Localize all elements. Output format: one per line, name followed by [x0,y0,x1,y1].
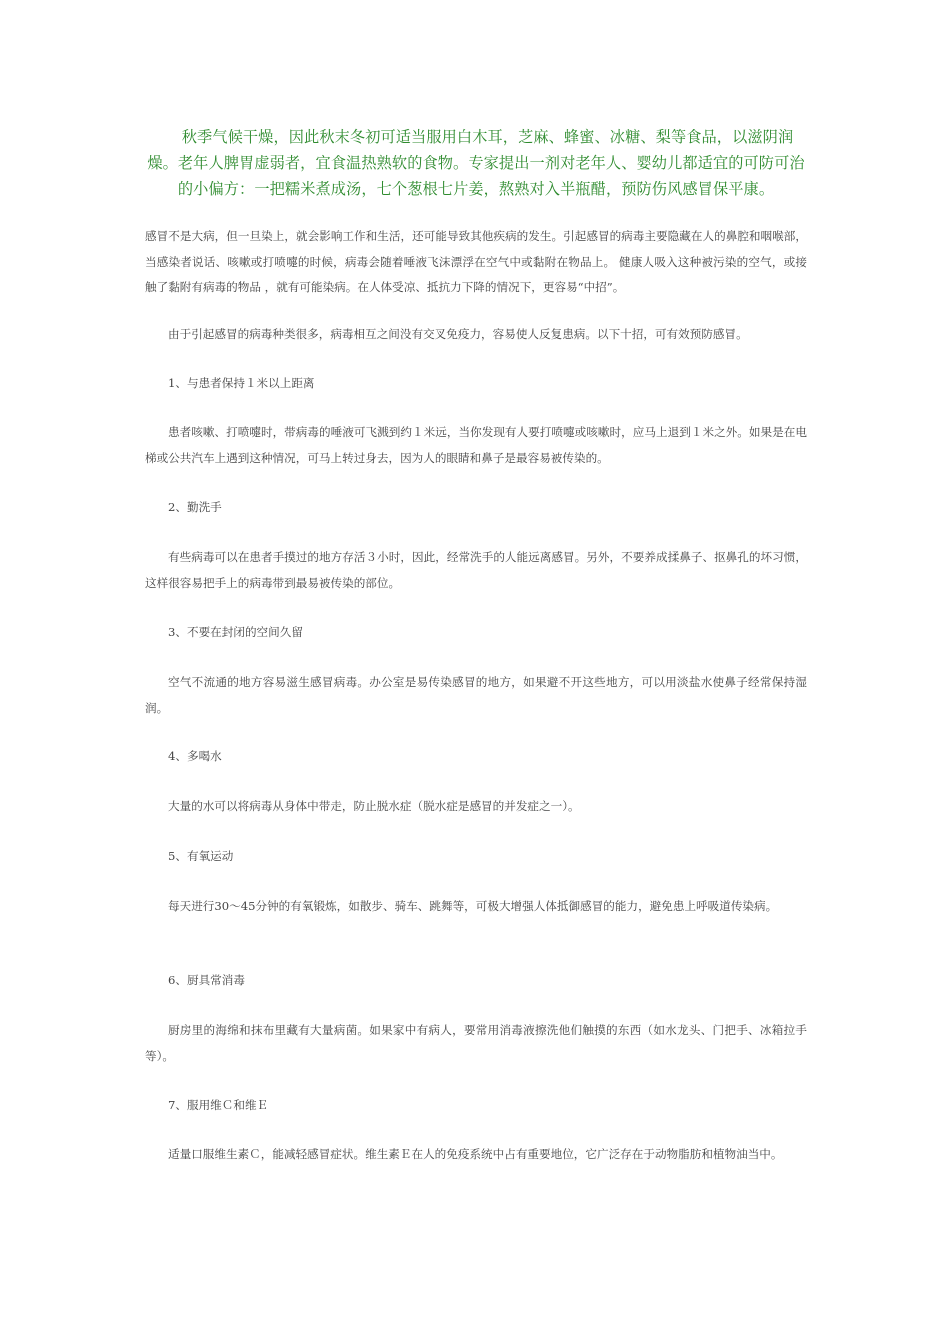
tip-heading-5: 5、有氧运动 [168,849,234,863]
tip-heading-4: 4、多喝水 [168,749,222,763]
tip-heading-7: 7、服用维Ｃ和维Ｅ [168,1098,269,1112]
tip-text-6: 厨房里的海绵和抹布里藏有大量病菌。如果家中有病人，要常用消毒液擦洗他们触摸的东西（如水龙头、门把手、冰箱拉手等）。 [145,1023,807,1063]
tip-heading-6: 6、厨具常消毒 [168,973,245,987]
paragraph-cold-overview: 感冒不是大病，但一旦染上，就会影响工作和生活，还可能导致其他疾病的发生。引起感冒的病毒主要隐藏在人的鼻腔和咽喉部，当感染者说话、咳嗽或打喷嚏的时候，病毒会随着唾液飞沫漂浮在空气中或黏附在物品上。 健康人吸入这种被污染的空气，或接触了黏附有病毒的物品 ，就有可能染病。在人体受凉、抵抗力下降的情况下，更容易“中招”。 [145,229,807,294]
tip-text-5: 每天进行30～45分钟的有氧锻炼，如散步、骑车、跳舞等，可极大增强人体抵御感冒的能力，避免患上呼吸道传染病。 [168,899,778,913]
intro-paragraph: 秋季气候干燥，因此秋末冬初可适当服用白木耳，芝麻、蜂蜜、冰糖、梨等食品，以滋阴润燥。老年人脾胃虚弱者，宜食温热熟软的食物。专家提出一剂对老年人、婴幼儿都适宜的可防可治的小偏方：一把糯米煮成汤，七个葱根七片姜，熬熟对入半瓶醋，预防伤风感冒保平康。 [147,128,805,198]
tip-text-7: 适量口服维生素Ｃ，能减轻感冒症状。维生素Ｅ在人的免疫系统中占有重要地位，它广泛存在于动物脂肪和植物油当中。 [168,1147,783,1161]
paragraph-ten-tips-intro: 由于引起感冒的病毒种类很多，病毒相互之间没有交叉免疫力，容易使人反复患病。以下十招，可有效预防感冒。 [168,327,748,341]
tip-text-2: 有些病毒可以在患者手摸过的地方存活３小时，因此，经常洗手的人能远离感冒。另外，不要养成揉鼻子、抠鼻孔的坏习惯，这样很容易把手上的病毒带到最易被传染的部位。 [145,550,807,590]
tip-text-1: 患者咳嗽、打喷嚏时，带病毒的唾液可飞溅到约１米远，当你发现有人要打喷嚏或咳嗽时，应马上退到１米之外。如果是在电梯或公共汽车上遇到这种情况，可马上转过身去，因为人的眼睛和鼻子是最容易被传染的。 [145,425,807,465]
tip-text-4: 大量的水可以将病毒从身体中带走，防止脱水症（脱水症是感冒的并发症之一）。 [168,799,580,813]
tip-heading-3: 3、不要在封闭的空间久留 [168,625,303,639]
tip-heading-1: 1、与患者保持１米以上距离 [168,376,315,390]
tip-heading-2: 2、勤洗手 [168,500,222,514]
tip-text-3: 空气不流通的地方容易滋生感冒病毒。办公室是易传染感冒的地方，如果避不开这些地方，可以用淡盐水使鼻子经常保持湿润。 [145,675,807,715]
